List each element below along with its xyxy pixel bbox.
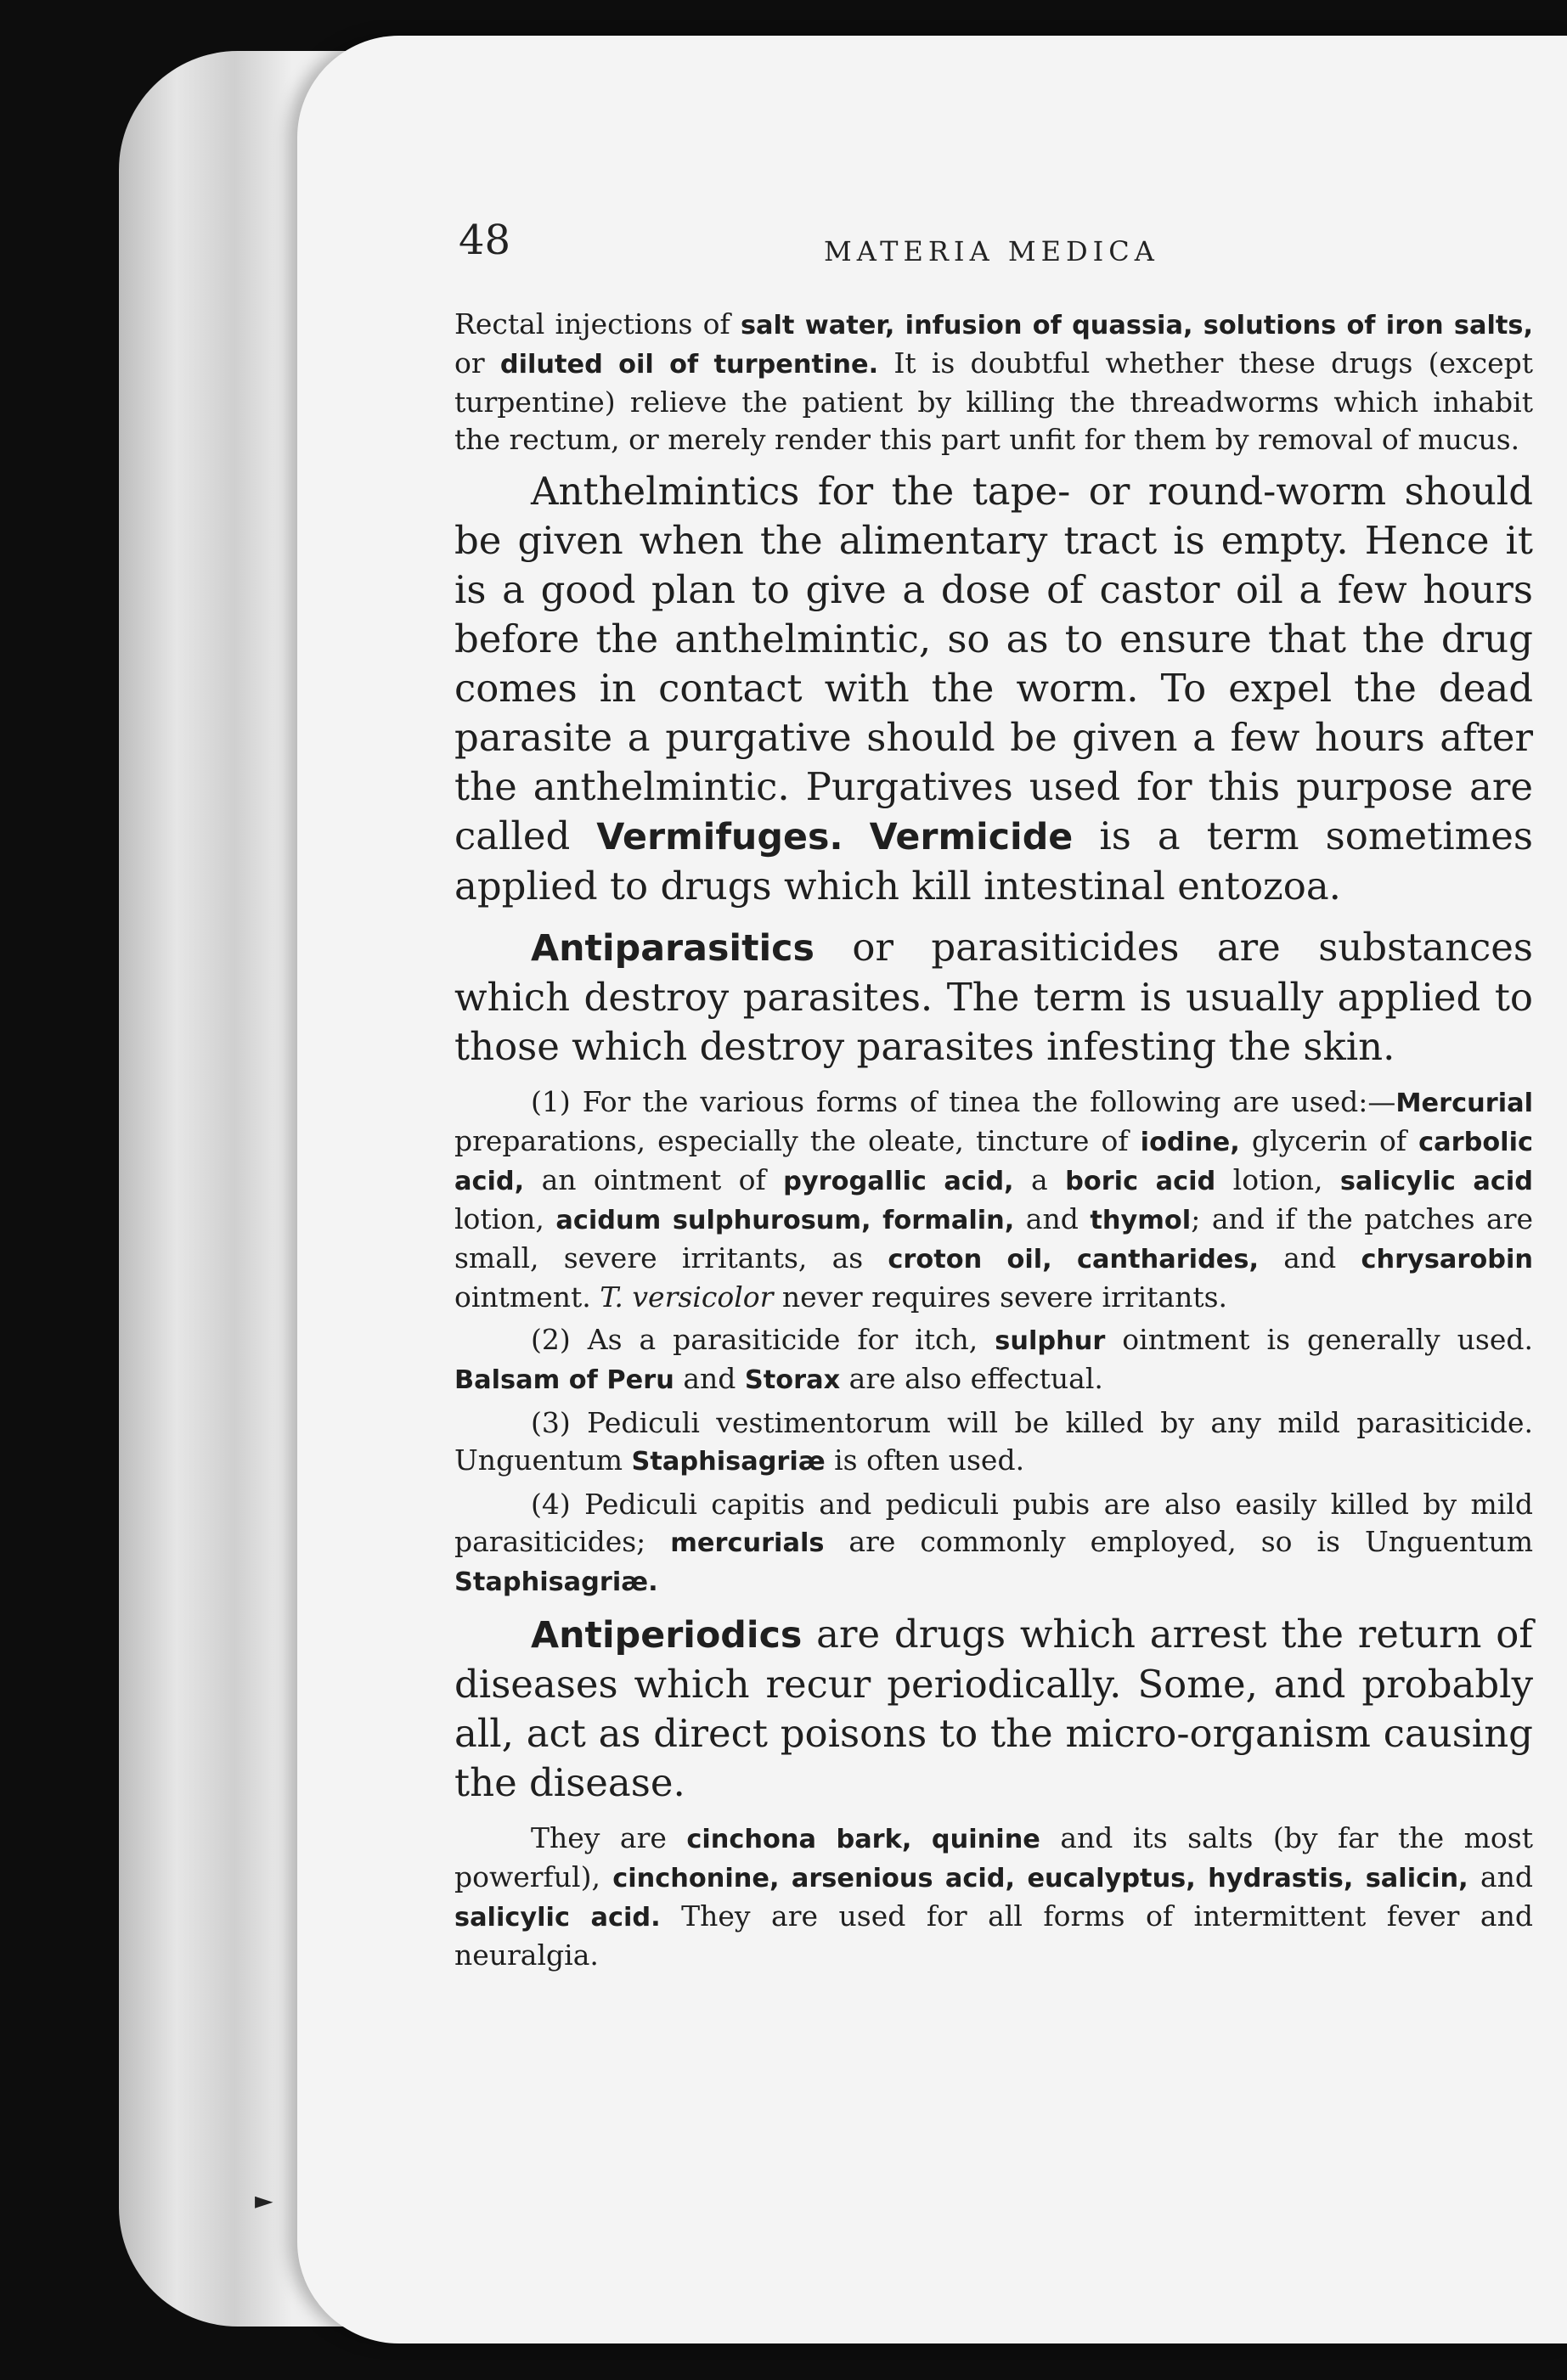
paragraph-tinea [454, 1083, 1533, 1316]
bold-term: Staphisagriæ [631, 1447, 826, 1477]
bold-term: acidum sulphurosum, formalin, [555, 1206, 1015, 1235]
bold-term: croton oil, cantharides, [888, 1245, 1259, 1274]
page-body [454, 306, 1533, 1979]
page-number: 48 [459, 217, 511, 264]
text-run: an ointment of [524, 1163, 784, 1196]
text-run: and [674, 1362, 745, 1395]
bold-term: sulphur [995, 1326, 1106, 1356]
text-run: or parasiticides are substances which destroy parasites. The term is usually applied to those which destroy parasites infesting the skin. [454, 925, 1533, 1069]
text-run: (2) As a parasiticide for itch, [531, 1323, 995, 1356]
bold-term: salicylic acid [1339, 1167, 1534, 1196]
text-run: are also effectual. [840, 1362, 1103, 1395]
paragraph-itch [454, 1321, 1533, 1399]
bold-term: diluted oil of turpentine. [499, 350, 879, 380]
bold-term: thymol [1090, 1206, 1192, 1235]
text-run: is often used. [825, 1443, 1025, 1477]
bold-term: Antiperiodics [531, 1614, 803, 1657]
bold-term: salicylic acid. [454, 1903, 661, 1933]
bold-term: chrysarobin [1361, 1245, 1533, 1274]
text-run: ointment is generally used. [1105, 1323, 1533, 1356]
bold-term: Antiparasitics [531, 927, 815, 970]
running-head: MATERIA MEDICA [824, 235, 1159, 267]
text-run: are drugs which arrest the return of diseases which recur periodically. Some, and probably all, act as direct poisons to the micro-organism causing the disease. [454, 1612, 1533, 1805]
bold-term: Storax [744, 1365, 841, 1395]
paragraph-antiparasitics [454, 923, 1533, 1072]
bold-term: Balsam of Peru [454, 1365, 674, 1395]
text-run: (1) For the various forms of tinea the following are used:— [531, 1085, 1396, 1118]
text-run: preparations, especially the oleate, tincture of [454, 1124, 1141, 1157]
paragraph-anthelmintics [454, 467, 1533, 911]
paragraph-antiperiodic-list [454, 1820, 1533, 1974]
bold-term: cinchonine, arsenious acid, eucalyptus, hydrastis, salicin, [612, 1864, 1468, 1893]
bold-term: cinchona bark, quinine [686, 1825, 1040, 1854]
bold-term: carbolic acid, [454, 1128, 1533, 1196]
paragraph-antiperiodics [454, 1610, 1533, 1808]
bold-term: pyrogallic acid, [783, 1167, 1014, 1196]
text-run: and its salts (by far the most powerful), [454, 1821, 1533, 1893]
text-run: or [454, 346, 500, 380]
text-run: and [1468, 1860, 1534, 1893]
paragraph-rectal-injections [454, 306, 1533, 459]
text-run: and [1014, 1202, 1091, 1235]
text-run: never requires severe irritants. [773, 1280, 1228, 1314]
scan-mark: ► [255, 2186, 273, 2214]
bold-term: Mercurial [1395, 1089, 1533, 1118]
text-run: It is doubtful whether these drugs (except turpentine) relieve the patient by killing the threadworms which inhabit the rectum, or merely render this part unfit for them by removal of mucus. [454, 346, 1533, 456]
bold-term: mercurials [670, 1528, 825, 1558]
bold-term: iodine, [1140, 1128, 1240, 1157]
bold-term: Vermifuges. [596, 816, 843, 858]
text-run: lotion, [454, 1202, 556, 1235]
text-run: ; and if the patches are small, severe irritants, as [454, 1202, 1533, 1274]
text-run: are commonly employed, so is Unguentum [824, 1525, 1533, 1558]
bold-term: Vermicide [869, 816, 1074, 858]
paragraph-pediculi-capitis [454, 1486, 1533, 1601]
paragraph-pediculi-vestimentorum [454, 1404, 1533, 1481]
text-run: is a term sometimes applied to drugs which kill intestinal entozoa. [454, 813, 1533, 909]
text-run: They are used for all forms of intermittent fever and neuralgia. [454, 1899, 1533, 1972]
italic-term: T. versicolor [600, 1280, 774, 1314]
text-run: ointment. [454, 1280, 600, 1314]
page-header [459, 217, 1537, 276]
text-run: They are [531, 1821, 687, 1854]
text-run: (4) Pediculi capitis and pediculi pubis are also easily killed by mild parasiticides; [454, 1488, 1533, 1558]
text-run: lotion, [1215, 1163, 1340, 1196]
text-run: Rectal injections of [454, 307, 741, 340]
text-run: a [1013, 1163, 1066, 1196]
bold-term: boric acid [1065, 1167, 1216, 1196]
text-run: Anthelmintics for the tape- or round-worm should be given when the alimentary tract is empty. Hence it is a good plan to give a dose of castor oil a few hours before the anthelmintic, so as to ensure that the drug comes in contact with the worm. To expel the dead parasite a purgative should be given a few hours after the anthelmintic. Purgatives used for this purpose are called [454, 469, 1533, 858]
bold-term: Staphisagriæ. [454, 1567, 658, 1597]
text-run: (3) Pediculi vestimentorum will be killed by any mild parasiticide. Unguentum [454, 1406, 1533, 1477]
text-run [843, 813, 870, 858]
bold-term: salt water, infusion of quassia, solutions of iron salts, [740, 311, 1533, 340]
text-run: and [1259, 1241, 1361, 1274]
text-run: glycerin of [1239, 1124, 1419, 1157]
